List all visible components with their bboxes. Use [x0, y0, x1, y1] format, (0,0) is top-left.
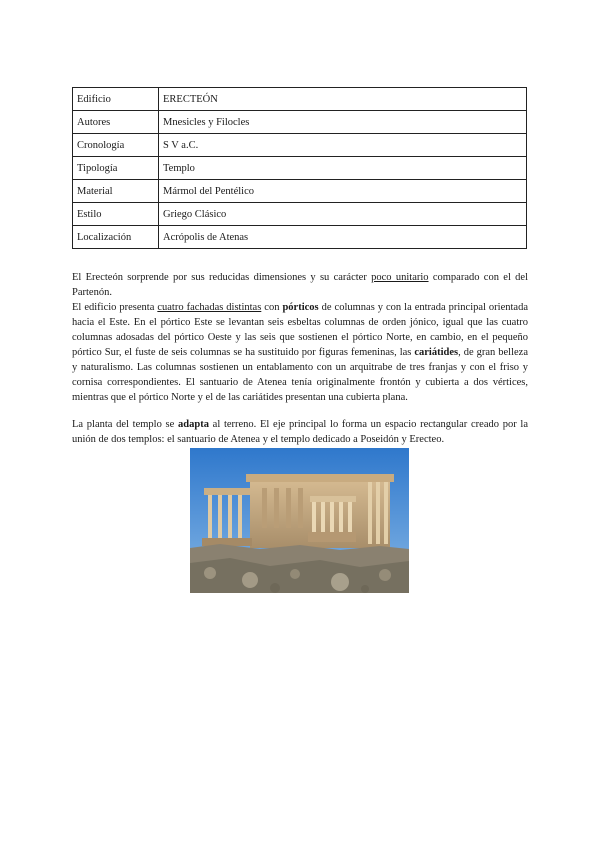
info-table [72, 87, 527, 249]
row-value: Griego Clásico [159, 203, 527, 226]
bold-text: pórticos [282, 302, 319, 313]
text-span: La planta del templo se [72, 419, 179, 430]
row-value: Acrópolis de Atenas [159, 226, 527, 249]
paragraph-plan [72, 417, 528, 447]
bold-text: cariátides [414, 347, 459, 358]
row-label: Cronología [73, 134, 159, 157]
text-span: El edificio presenta [72, 302, 158, 313]
row-label: Edificio [73, 88, 159, 111]
paragraph-facades [72, 300, 528, 405]
text-span: al terreno. El eje principal lo forma un espacio rectangular creado por la unión de dos templos: el santuario de Atenea y el templo dedicado a Poseidón y Erecteo. [72, 419, 528, 445]
row-value: Templo [159, 157, 527, 180]
row-value: ERECTEÓN [159, 88, 527, 111]
text-span: comparado con el del Partenón. [72, 272, 529, 298]
text-span: El Erecteón sorprende por sus reducidas dimensiones y su carácter [72, 272, 372, 283]
table-row [73, 88, 527, 111]
row-value: Mnesicles y Filocles [159, 111, 527, 134]
text-span: , de gran belleza y naturalismo. Las columnas sostienen un entablamento con un arquitrabe de tres franjas y con el friso y cornisa correspondientes. El santuario de Atenea tenía originalmente frontón y cubierta a dos vértices, mientras que el pórtico Norte y el de las cariátides presentan una cubierta plana. [72, 347, 528, 403]
table-row [73, 111, 527, 134]
row-label: Localización [73, 226, 159, 249]
row-label: Tipología [73, 157, 159, 180]
table-row [73, 180, 527, 203]
row-label: Autores [73, 111, 159, 134]
bold-text: adapta [178, 419, 209, 430]
table-row [73, 157, 527, 180]
underlined-text: cuatro fachadas distintas [157, 302, 262, 313]
table-row [73, 203, 527, 226]
erechtheion-photo [190, 448, 409, 593]
paragraph-intro [72, 270, 528, 300]
text-span: con [261, 302, 283, 313]
row-label: Estilo [73, 203, 159, 226]
row-value: Mármol del Pentélico [159, 180, 527, 203]
underlined-text: poco unitario [371, 272, 429, 283]
table-row [73, 226, 527, 249]
table-row [73, 134, 527, 157]
row-label: Material [73, 180, 159, 203]
text-span: de columnas y con la entrada principal orientada hacia el Este. En el pórtico Este se levantan seis esbeltas columnas de orden jónico, igual que las cuatro columnas adosadas del pórtico Oeste y las seis que sostienen el pórtico Norte, en cambio, en el pequeño pórtico Sur, el fuste de seis columnas se ha sustituido por figuras femeninas, las [72, 302, 528, 358]
row-value: S V a.C. [159, 134, 527, 157]
